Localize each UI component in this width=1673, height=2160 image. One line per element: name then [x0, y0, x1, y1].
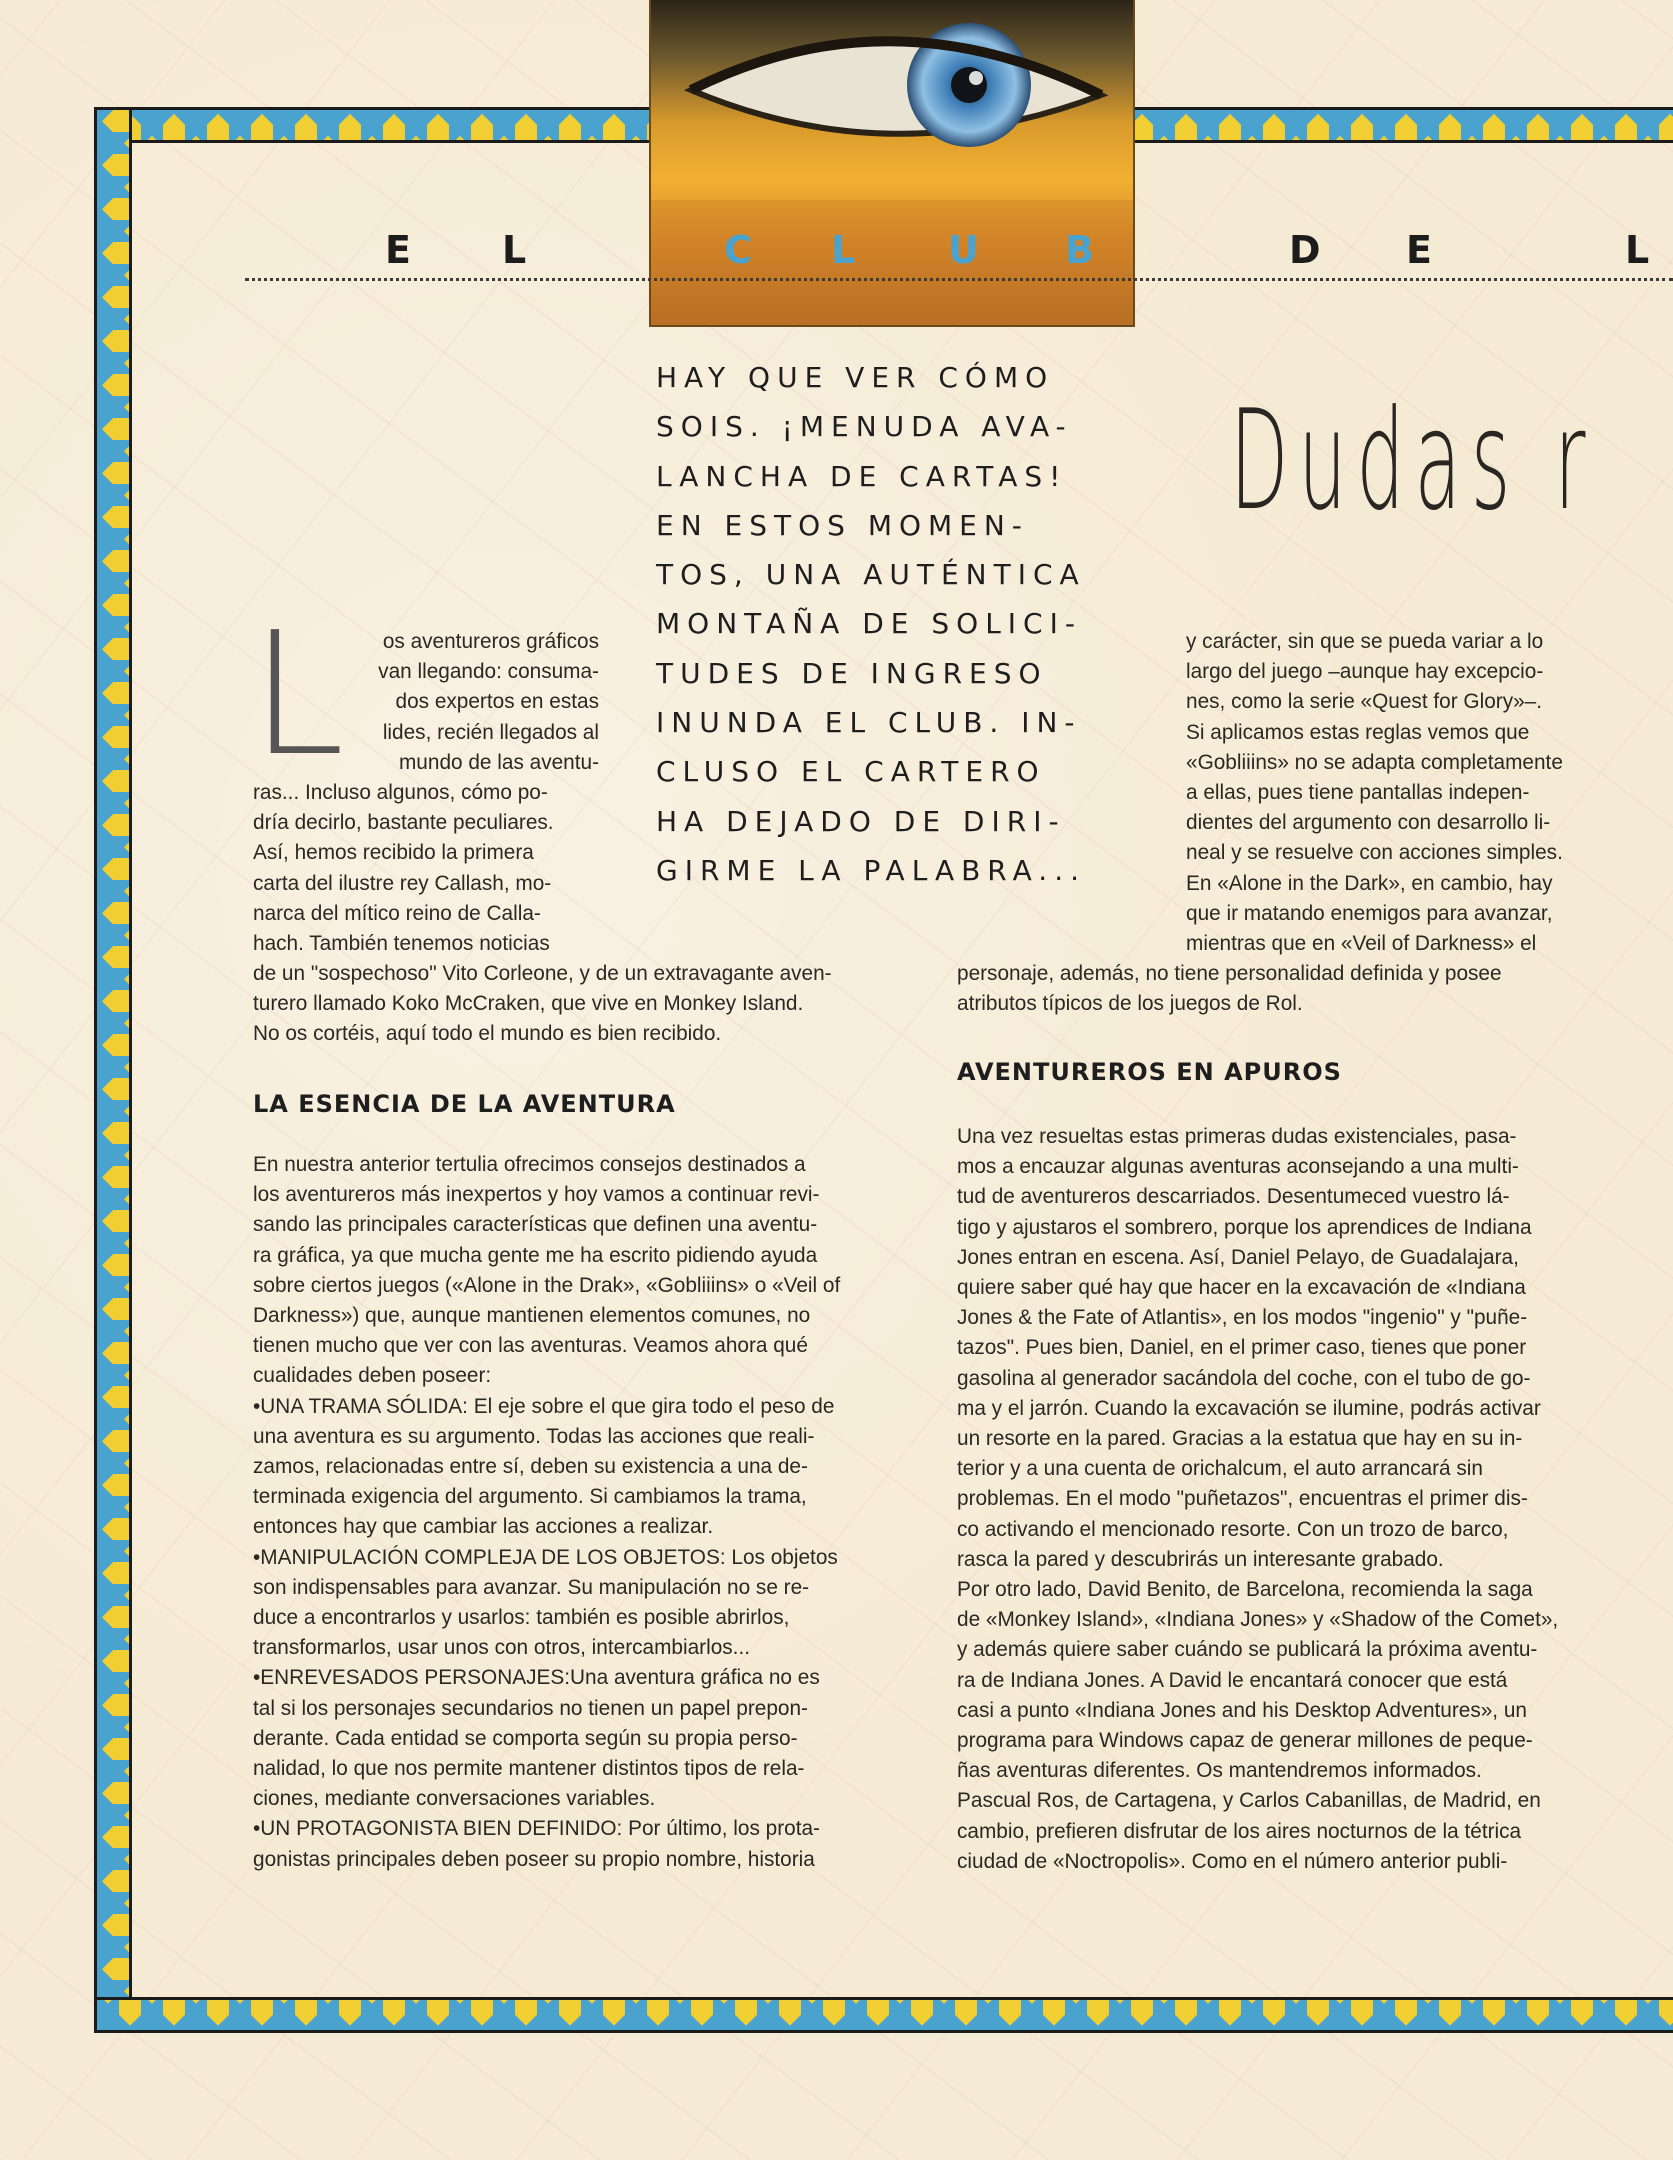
section-heading: AVENTUREROS EN APUROS [957, 1058, 1342, 1086]
text-line: zamos, relacionadas entre sí, deben su existencia a una de- [253, 1455, 808, 1479]
intro-text [656, 353, 1134, 895]
text-line: programa para Windows capaz de generar millones de peque- [957, 1729, 1533, 1753]
text-line: •UN PROTAGONISTA BIEN DEFINIDO: Por último, los prota- [253, 1817, 820, 1841]
headline: Dudas r [1230, 380, 1596, 541]
intro-line: TUDES DE INGRESO [656, 656, 1048, 690]
text-line: Jones entran en escena. Así, Daniel Pelayo, de Guadalajara, [957, 1245, 1519, 1269]
right-column-wide [957, 959, 1614, 1019]
text-line: problemas. En el modo "puñetazos", encuentras el primer dis- [957, 1487, 1528, 1511]
text-line: que ir matando enemigos para avanzar, [1186, 901, 1553, 925]
text-line: ra de Indiana Jones. A David le encantará conocer que está [957, 1668, 1508, 1692]
text-line: una aventura es su argumento. Todas las acciones que reali- [253, 1424, 815, 1448]
section-title [190, 228, 1673, 278]
right-column-top [1186, 627, 1614, 959]
section-heading: LA ESENCIA DE LA AVENTURA [253, 1090, 676, 1118]
text-line: nalidad, lo que nos permite mantener distintos tipos de rela- [253, 1757, 805, 1781]
text-line: ma y el jarrón. Cuando la excavación se ilumine, podrás activar [957, 1396, 1541, 1420]
text-line: sando las principales características que definen una aventu- [253, 1213, 818, 1237]
text-line: un resorte en la pared. Gracias a la estatua que hay en su in- [957, 1427, 1523, 1451]
text-line: Así, hemos recibido la primera [253, 841, 534, 865]
text-line: tigo y ajustaros el sombrero, porque los aprendices de Indiana [957, 1215, 1532, 1239]
text-line: ras... Incluso algunos, cómo po- [253, 781, 548, 805]
title-letter: B [1065, 228, 1096, 272]
text-line: lides, recién llegados al [382, 720, 599, 744]
title-letter: L [1625, 228, 1652, 272]
intro-line: EN ESTOS MOMEN- [656, 508, 1029, 542]
text-line: narca del mítico reino de Calla- [253, 901, 541, 925]
title-letter: U [948, 228, 981, 272]
text-line: carta del ilustre rey Callash, mo- [253, 871, 552, 895]
text-line: co activando el mencionado resorte. Con un trozo de barco, [957, 1517, 1509, 1541]
text-line: son indispensables para avanzar. Su manipulación no se re- [253, 1575, 810, 1599]
text-line: mos a encauzar algunas aventuras aconsejando a una multi- [957, 1155, 1519, 1179]
text-line: terminada exigencia del argumento. Si cambiamos la trama, [253, 1485, 807, 1509]
text-line: largo del juego –aunque hay excepcio- [1186, 660, 1544, 684]
title-letter: L [831, 228, 858, 272]
title-letter: E [1406, 228, 1434, 272]
intro-line: MONTAÑA DE SOLICI- [656, 607, 1082, 641]
text-line: •MANIPULACIÓN COMPLEJA DE LOS OBJETOS: Los objetos [253, 1545, 838, 1569]
right-column-body [957, 1122, 1614, 1877]
text-line: En nuestra anterior tertulia ofrecimos consejos destinados a [253, 1153, 806, 1176]
intro-line: HA DEJADO DE DIRI- [656, 804, 1066, 838]
intro-line: TOS, UNA AUTÉNTICA [656, 558, 1086, 592]
text-line: derante. Cada entidad se comporta según su propia perso- [253, 1726, 798, 1750]
text-line: nes, como la serie «Quest for Glory»–. [1186, 690, 1543, 714]
text-line: •UNA TRAMA SÓLIDA: El eje sobre el que gira todo el peso de [253, 1394, 835, 1418]
text-line: En «Alone in the Dark», en cambio, hay [1186, 871, 1553, 895]
text-line: Si aplicamos estas reglas vemos que [1186, 720, 1530, 744]
text-line: dientes del argumento con desarrollo li- [1186, 811, 1551, 835]
drop-cap: L [250, 596, 345, 794]
text-line: Una vez resueltas estas primeras dudas existenciales, pasa- [957, 1125, 1517, 1148]
text-line: casi a punto «Indiana Jones and his Desktop Adventures», un [957, 1698, 1527, 1722]
text-line: cambio, prefieren disfrutar de los aires nocturnos de la tétrica [957, 1819, 1522, 1843]
text-line: duce a encontrarlos y usarlos: también es posible abrirlos, [253, 1606, 790, 1630]
text-line: Pascual Ros, de Cartagena, y Carlos Cabanillas, de Madrid, en [957, 1789, 1541, 1813]
title-letter: D [1289, 228, 1323, 272]
text-line: atributos típicos de los juegos de Rol. [957, 992, 1303, 1016]
intro-line: SOIS. ¡MENUDA AVA- [656, 410, 1073, 444]
decorative-border-bottom [97, 2000, 1673, 2030]
text-line: sobre ciertos juegos («Alone in the Drak», «Gobliiins» o «Veil of [253, 1273, 841, 1297]
text-line: turero llamado Koko McCraken, que vive en Monkey Island. [253, 992, 804, 1016]
text-line: quiere saber qué hay que hacer en la excavación de «Indiana [957, 1276, 1526, 1300]
intro-line: INUNDA EL CLUB. IN- [656, 706, 1082, 740]
text-line: mientras que en «Veil of Darkness» el [1186, 932, 1537, 956]
text-line: Por otro lado, David Benito, de Barcelona, recomienda la saga [957, 1578, 1533, 1602]
intro-line: CLUSO EL CARTERO [656, 755, 1046, 789]
text-line: ciudad de «Noctropolis». Como en el número anterior publi- [957, 1849, 1508, 1873]
text-line: de «Monkey Island», «Indiana Jones» y «Shadow of the Comet», [957, 1608, 1559, 1632]
text-line: transformarlos, usar unos con otros, intercambiarlos... [253, 1636, 751, 1660]
text-line: tienen mucho que ver con las aventuras. Veamos ahora qué [253, 1334, 808, 1358]
text-line: neal y se resuelve con acciones simples. [1186, 841, 1563, 865]
left-column-body [253, 1150, 911, 1875]
text-line: y carácter, sin que se pueda variar a lo [1186, 630, 1544, 653]
text-line: de un "sospechoso" Vito Corleone, y de un extravagante aven- [253, 962, 832, 985]
text-line: cualidades deben poseer: [253, 1364, 492, 1388]
left-opening-wide-text [253, 959, 911, 1050]
text-line: os aventureros gráficos [382, 630, 599, 653]
title-letter: C [724, 228, 754, 272]
text-line: «Gobliiins» no se adapta completamente [1186, 750, 1563, 774]
title-letter: E [385, 228, 413, 272]
text-line: ra gráfica, ya que mucha gente me ha escrito pidiendo ayuda [253, 1243, 818, 1267]
text-line: •ENREVESADOS PERSONAJES:Una aventura gráfica no es [253, 1666, 820, 1690]
text-line: y además quiere saber cuándo se publicará la próxima aventu- [957, 1638, 1538, 1662]
title-rule [245, 278, 1673, 281]
intro-line: GIRME LA PALABRA... [656, 853, 1086, 887]
text-line: dos expertos en estas [395, 690, 599, 714]
text-line: gonistas principales deben poseer su propio nombre, historia [253, 1847, 815, 1871]
text-line: tal si los personajes secundarios no tienen un papel prepon- [253, 1696, 808, 1720]
text-line: tud de aventureros descarriados. Desentumeced vuestro lá- [957, 1185, 1510, 1209]
text-line: No os cortéis, aquí todo el mundo es bien recibido. [253, 1022, 722, 1046]
text-line: Darkness») que, aunque mantienen elementos comunes, no [253, 1304, 811, 1328]
text-line: hach. También tenemos noticias [253, 932, 550, 956]
text-line: ciones, mediante conversaciones variables. [253, 1787, 656, 1811]
text-line: ñas aventuras diferentes. Os mantendremos informados. [957, 1759, 1482, 1783]
intro-line: LANCHA DE CARTAS! [656, 459, 1068, 493]
text-line: dría decirlo, bastante peculiares. [253, 811, 554, 835]
decorative-border-left [97, 110, 129, 2030]
text-line: mundo de las aventu- [398, 750, 599, 774]
text-line: rasca la pared y descubrirás un interesante grabado. [957, 1547, 1444, 1571]
text-line: van llegando: consuma- [378, 660, 599, 684]
text-line: a ellas, pues tiene pantallas indepen- [1186, 781, 1530, 805]
title-letter: L [502, 228, 529, 272]
text-line: gasolina al generador sacándola del coche, con el tubo de go- [957, 1366, 1531, 1390]
text-line: entonces hay que cambiar las acciones a realizar. [253, 1515, 714, 1539]
text-line: personaje, además, no tiene personalidad definida y posee [957, 962, 1502, 985]
text-line: terior y a una cuenta de orichalcum, el auto arrancará sin [957, 1457, 1483, 1481]
text-line: tazos". Pues bien, Daniel, en el primer caso, tienes que poner [957, 1336, 1527, 1360]
left-opening-text [253, 627, 599, 959]
text-line: Jones & the Fate of Atlantis», en los modos "ingenio" y "puñe- [957, 1306, 1528, 1330]
intro-line: HAY QUE VER CÓMO [656, 361, 1055, 394]
text-line: los aventureros más inexpertos y hoy vamos a continuar revi- [253, 1183, 820, 1207]
